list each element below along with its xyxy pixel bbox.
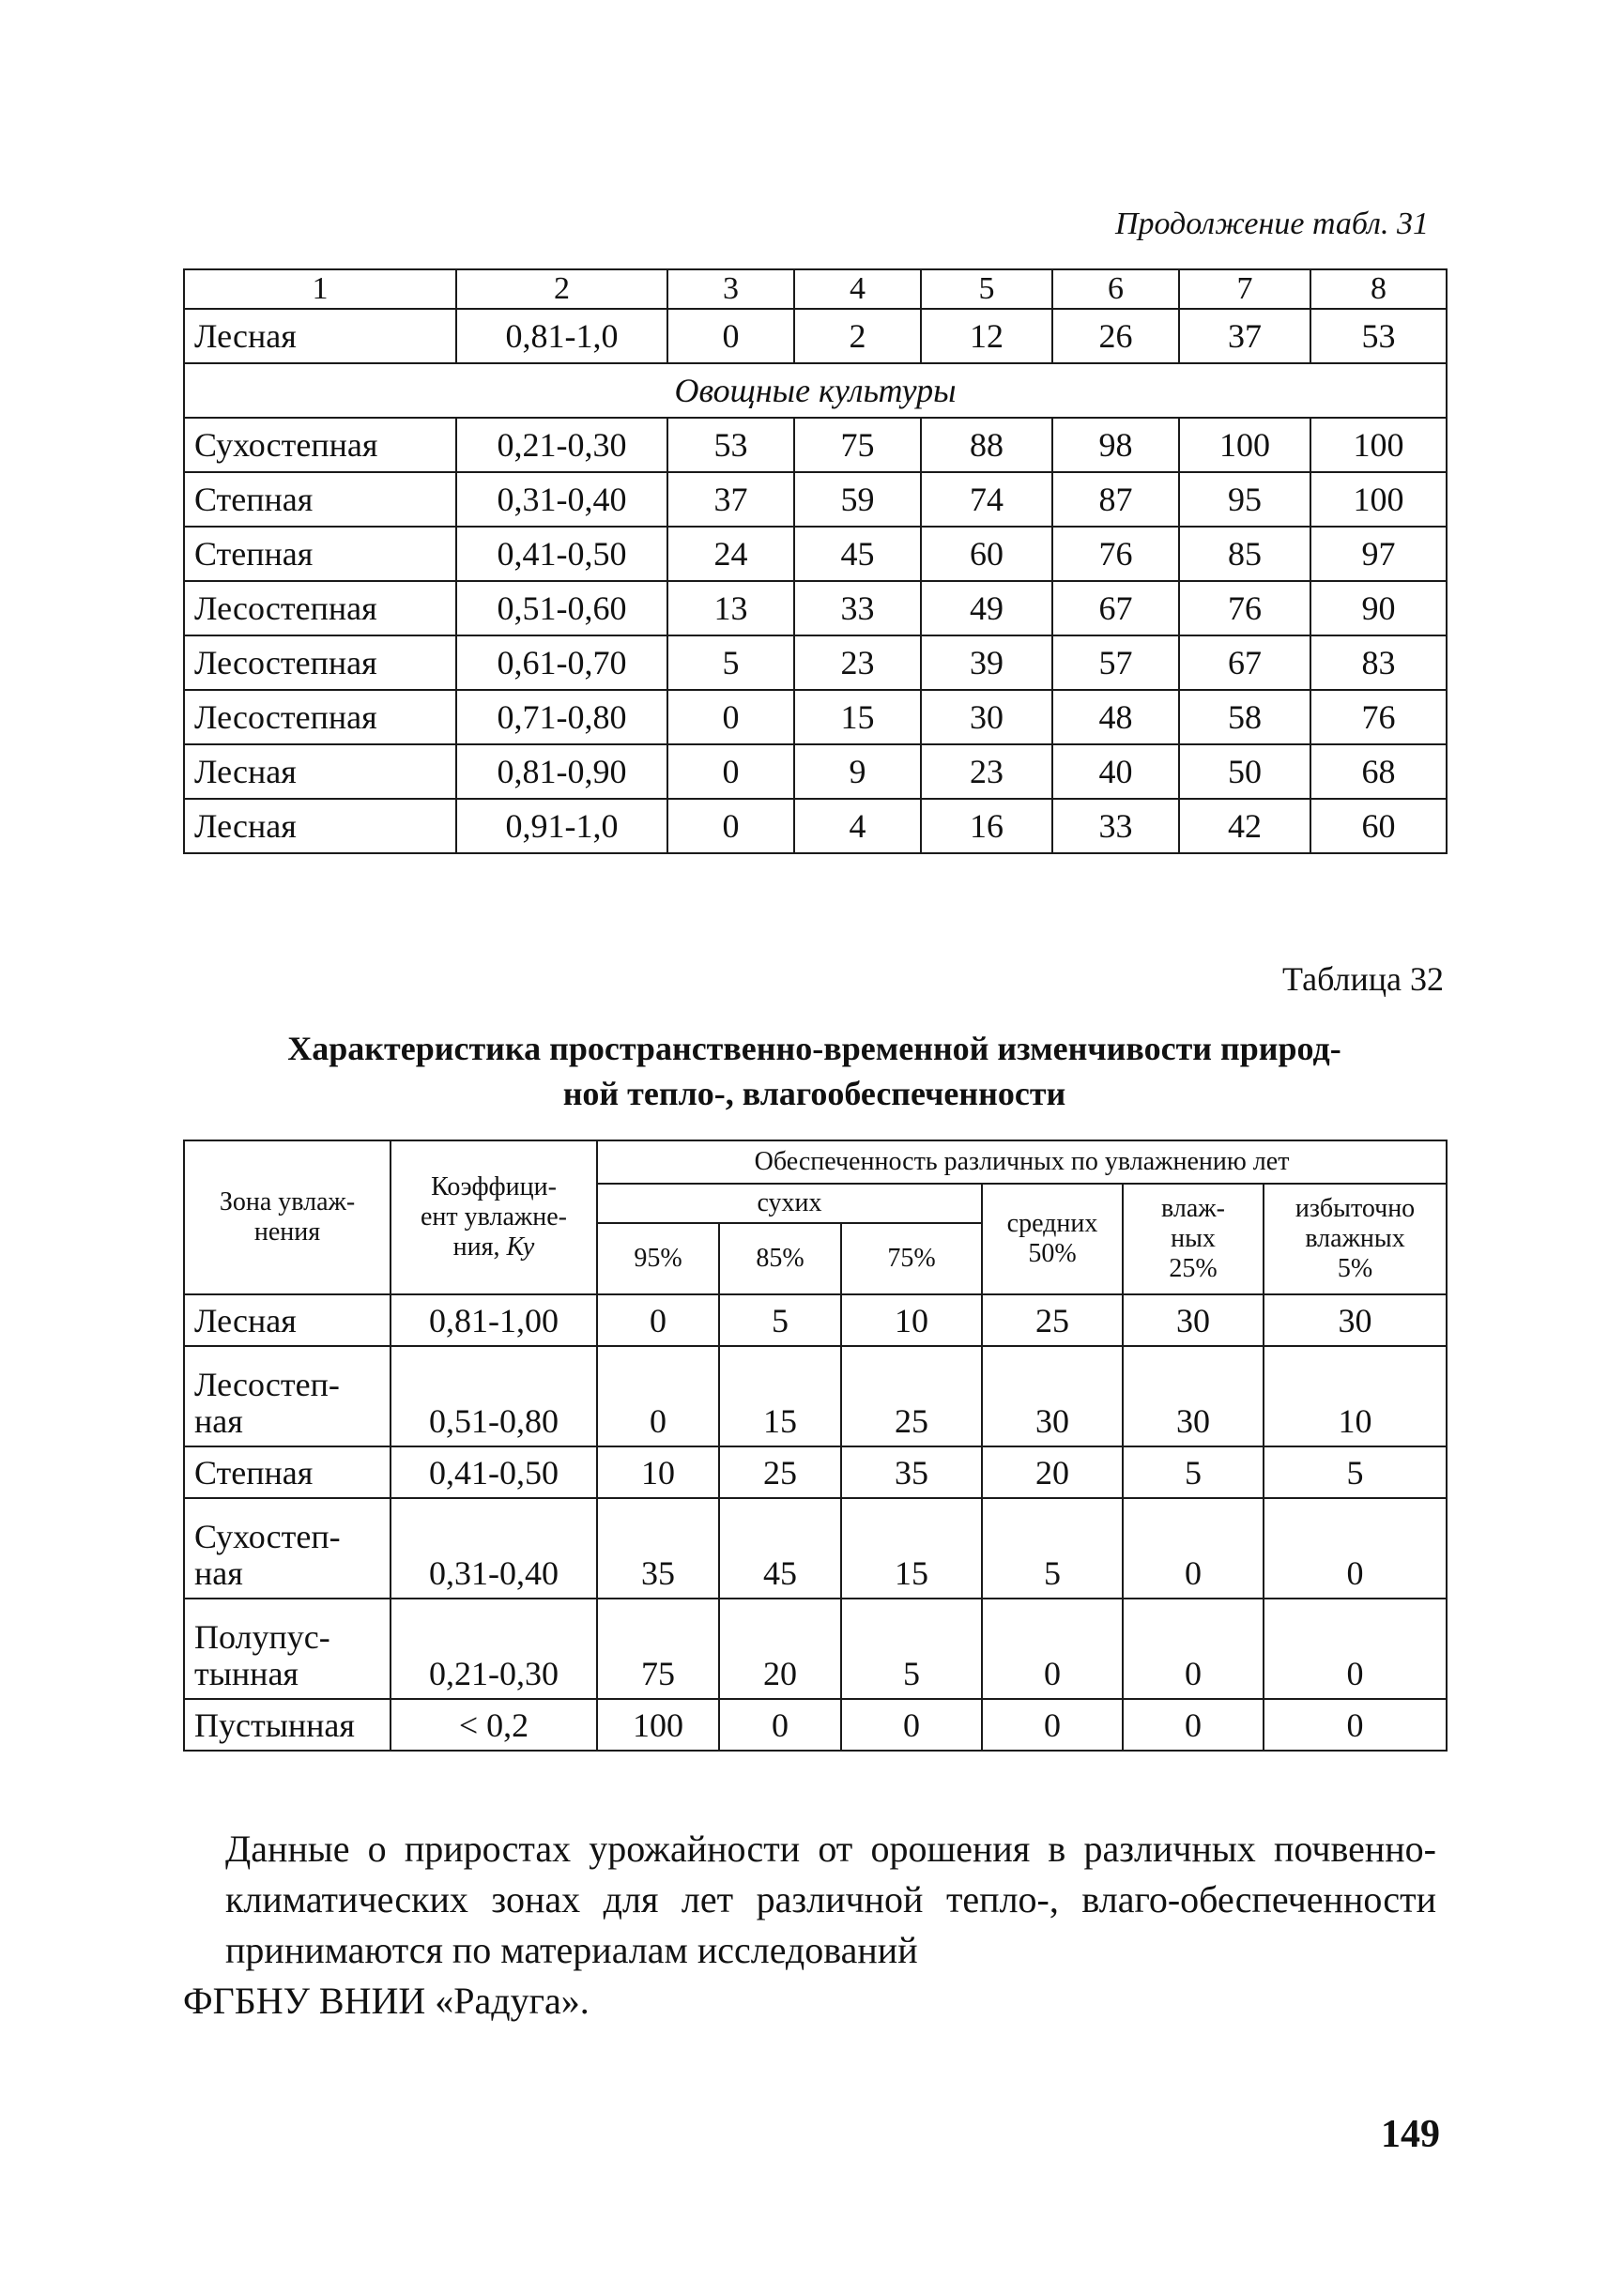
table-row [184, 309, 1447, 363]
table-cell: 37 [667, 472, 794, 527]
table-cell: 75 [794, 418, 921, 472]
table-cell: 45 [794, 527, 921, 581]
table-cell: 16 [921, 799, 1052, 853]
table-cell: 42 [1179, 799, 1310, 853]
zone-cell: Сухостепная [184, 418, 456, 472]
table-cell: 0 [667, 309, 794, 363]
header-dry-75: 75% [841, 1223, 982, 1294]
value-cell: 30 [1123, 1346, 1264, 1446]
table-cell: 57 [1052, 635, 1179, 690]
table-cell: 97 [1310, 527, 1447, 581]
value-cell: 5 [1264, 1446, 1447, 1498]
value-cell: 0 [597, 1346, 719, 1446]
value-cell: 20 [982, 1446, 1123, 1498]
zone-cell: Лесостепная [184, 690, 456, 744]
table-cell: 6 [1052, 269, 1179, 309]
table-cell: 3 [667, 269, 794, 309]
table-cell: 23 [921, 744, 1052, 799]
table-cell: 40 [1052, 744, 1179, 799]
table-cell: 33 [1052, 799, 1179, 853]
table-cell: 0,81-1,0 [456, 309, 667, 363]
body-paragraph: Данные о приростах урожайности от орошения в различных почвенно-климатических зонах для лет различной тепло-, влаго-обеспеченности принимаются по материалам исследований [225, 1828, 1436, 1971]
coefficient-cell: 0,51-0,80 [391, 1346, 597, 1446]
table-title [183, 1026, 1446, 1116]
value-cell: 30 [1264, 1294, 1447, 1346]
value-cell: 5 [1123, 1446, 1264, 1498]
table-cell: 98 [1052, 418, 1179, 472]
table-31 [183, 268, 1448, 854]
header-coefficient: Коэффици- ент увлажне- ния, Ку [391, 1140, 597, 1294]
table-cell: 76 [1179, 581, 1310, 635]
coefficient-cell: 0,41-0,50 [391, 1446, 597, 1498]
value-cell: 100 [597, 1699, 719, 1751]
header-wet: влаж- ных 25% [1123, 1184, 1264, 1294]
table-row [184, 799, 1447, 853]
table-cell: 59 [794, 472, 921, 527]
value-cell: 25 [719, 1446, 841, 1498]
table-cell: 100 [1179, 418, 1310, 472]
section-row [184, 363, 1447, 418]
table-cell: 0,21-0,30 [456, 418, 667, 472]
table-row [184, 581, 1447, 635]
table-cell: 88 [921, 418, 1052, 472]
header-medium: средних 50% [982, 1184, 1123, 1294]
table-cell: 4 [794, 269, 921, 309]
table-cell: 60 [1310, 799, 1447, 853]
table-row [184, 1599, 1447, 1699]
body-paragraph-end: ФГБНУ ВНИИ «Радуга». [183, 1980, 590, 2022]
value-cell: 0 [1123, 1498, 1264, 1599]
table-cell: 13 [667, 581, 794, 635]
value-cell: 0 [982, 1699, 1123, 1751]
value-cell: 75 [597, 1599, 719, 1699]
table-cell: 0 [667, 744, 794, 799]
continuation-label: Продолжение табл. 31 [1114, 207, 1429, 241]
table-cell: 0,61-0,70 [456, 635, 667, 690]
table-cell: 74 [921, 472, 1052, 527]
value-cell: 0 [1123, 1699, 1264, 1751]
table-row [184, 1699, 1447, 1751]
zone-cell: Пустынная [184, 1699, 391, 1751]
zone-cell: Степная [184, 1446, 391, 1498]
zone-cell: 1 [184, 269, 456, 309]
table-cell: 4 [794, 799, 921, 853]
table-cell: 53 [1310, 309, 1447, 363]
table-row [184, 472, 1447, 527]
table-cell: 8 [1310, 269, 1447, 309]
table-cell: 0,91-1,0 [456, 799, 667, 853]
value-cell: 0 [841, 1699, 982, 1751]
value-cell: 5 [719, 1294, 841, 1346]
value-cell: 0 [1264, 1599, 1447, 1699]
table-row [184, 744, 1447, 799]
value-cell: 20 [719, 1599, 841, 1699]
table-row [184, 1498, 1447, 1599]
value-cell: 0 [1264, 1699, 1447, 1751]
value-cell: 10 [597, 1446, 719, 1498]
header-excess-wet: избыточно влажных 5% [1264, 1184, 1447, 1294]
header-dry-95: 95% [597, 1223, 719, 1294]
value-cell: 15 [719, 1346, 841, 1446]
table-cell: 9 [794, 744, 921, 799]
zone-cell: Лесная [184, 309, 456, 363]
value-cell: 35 [841, 1446, 982, 1498]
zone-cell: Лесная [184, 799, 456, 853]
table-row [184, 1294, 1447, 1346]
table-cell: 37 [1179, 309, 1310, 363]
table-cell: 39 [921, 635, 1052, 690]
table-number: Таблица 32 [1282, 960, 1444, 998]
table-cell: 87 [1052, 472, 1179, 527]
value-cell: 25 [841, 1346, 982, 1446]
table-cell: 67 [1052, 581, 1179, 635]
table-cell: 33 [794, 581, 921, 635]
table-cell: 100 [1310, 418, 1447, 472]
coefficient-cell: < 0,2 [391, 1699, 597, 1751]
table-title-line-1: Характеристика пространственно-временной изменчивости природ- [287, 1030, 1341, 1067]
zone-cell: Полупус- тынная [184, 1599, 391, 1699]
header-supply-group: Обеспеченность различных по увлажнению лет [597, 1140, 1447, 1184]
table-cell: 90 [1310, 581, 1447, 635]
header-dry: сухих [597, 1184, 982, 1223]
section-title: Овощные культуры [184, 363, 1447, 418]
table-cell: 5 [921, 269, 1052, 309]
header-dry-85: 85% [719, 1223, 841, 1294]
table-cell: 30 [921, 690, 1052, 744]
value-cell: 0 [1264, 1498, 1447, 1599]
zone-cell: Сухостеп- ная [184, 1498, 391, 1599]
value-cell: 10 [841, 1294, 982, 1346]
table-cell: 49 [921, 581, 1052, 635]
zone-cell: Лесостепная [184, 635, 456, 690]
table-row [184, 690, 1447, 744]
table-cell: 5 [667, 635, 794, 690]
table-32 [183, 1140, 1448, 1752]
table-cell: 2 [456, 269, 667, 309]
table-title-line-2: ной тепло-, влагообеспеченности [562, 1075, 1066, 1112]
table-cell: 0,31-0,40 [456, 472, 667, 527]
value-cell: 0 [982, 1599, 1123, 1699]
table-cell: 7 [1179, 269, 1310, 309]
value-cell: 5 [841, 1599, 982, 1699]
table-cell: 58 [1179, 690, 1310, 744]
header-zone: Зона увлаж- нения [184, 1140, 391, 1294]
value-cell: 25 [982, 1294, 1123, 1346]
zone-cell: Лесостепная [184, 581, 456, 635]
table-cell: 2 [794, 309, 921, 363]
coefficient-cell: 0,81-1,00 [391, 1294, 597, 1346]
value-cell: 5 [982, 1498, 1123, 1599]
zone-cell: Степная [184, 527, 456, 581]
value-cell: 45 [719, 1498, 841, 1599]
table-row [184, 635, 1447, 690]
zone-cell: Лесостеп- ная [184, 1346, 391, 1446]
table-row [184, 418, 1447, 472]
table-cell: 15 [794, 690, 921, 744]
table-row [184, 1446, 1447, 1498]
value-cell: 35 [597, 1498, 719, 1599]
table-cell: 67 [1179, 635, 1310, 690]
table-cell: 60 [921, 527, 1052, 581]
table-cell: 0,51-0,60 [456, 581, 667, 635]
table-cell: 0 [667, 690, 794, 744]
table-cell: 85 [1179, 527, 1310, 581]
page-number: 149 [1381, 2113, 1440, 2156]
value-cell: 0 [597, 1294, 719, 1346]
table-row [184, 527, 1447, 581]
table-cell: 0,81-0,90 [456, 744, 667, 799]
table-row [184, 269, 1447, 309]
table-cell: 76 [1052, 527, 1179, 581]
table-cell: 0,41-0,50 [456, 527, 667, 581]
table-cell: 76 [1310, 690, 1447, 744]
value-cell: 0 [1123, 1599, 1264, 1699]
zone-cell: Степная [184, 472, 456, 527]
value-cell: 15 [841, 1498, 982, 1599]
table-cell: 24 [667, 527, 794, 581]
zone-cell: Лесная [184, 744, 456, 799]
table-row [184, 1346, 1447, 1446]
table-cell: 0,71-0,80 [456, 690, 667, 744]
coefficient-cell: 0,31-0,40 [391, 1498, 597, 1599]
value-cell: 30 [982, 1346, 1123, 1446]
table-cell: 68 [1310, 744, 1447, 799]
table-cell: 95 [1179, 472, 1310, 527]
table-cell: 50 [1179, 744, 1310, 799]
zone-cell: Лесная [184, 1294, 391, 1346]
coefficient-cell: 0,21-0,30 [391, 1599, 597, 1699]
table-cell: 48 [1052, 690, 1179, 744]
table-cell: 26 [1052, 309, 1179, 363]
value-cell: 0 [719, 1699, 841, 1751]
table-cell: 12 [921, 309, 1052, 363]
table-cell: 83 [1310, 635, 1447, 690]
table-cell: 23 [794, 635, 921, 690]
table-cell: 100 [1310, 472, 1447, 527]
value-cell: 30 [1123, 1294, 1264, 1346]
table-cell: 53 [667, 418, 794, 472]
table-cell: 0 [667, 799, 794, 853]
value-cell: 10 [1264, 1346, 1447, 1446]
